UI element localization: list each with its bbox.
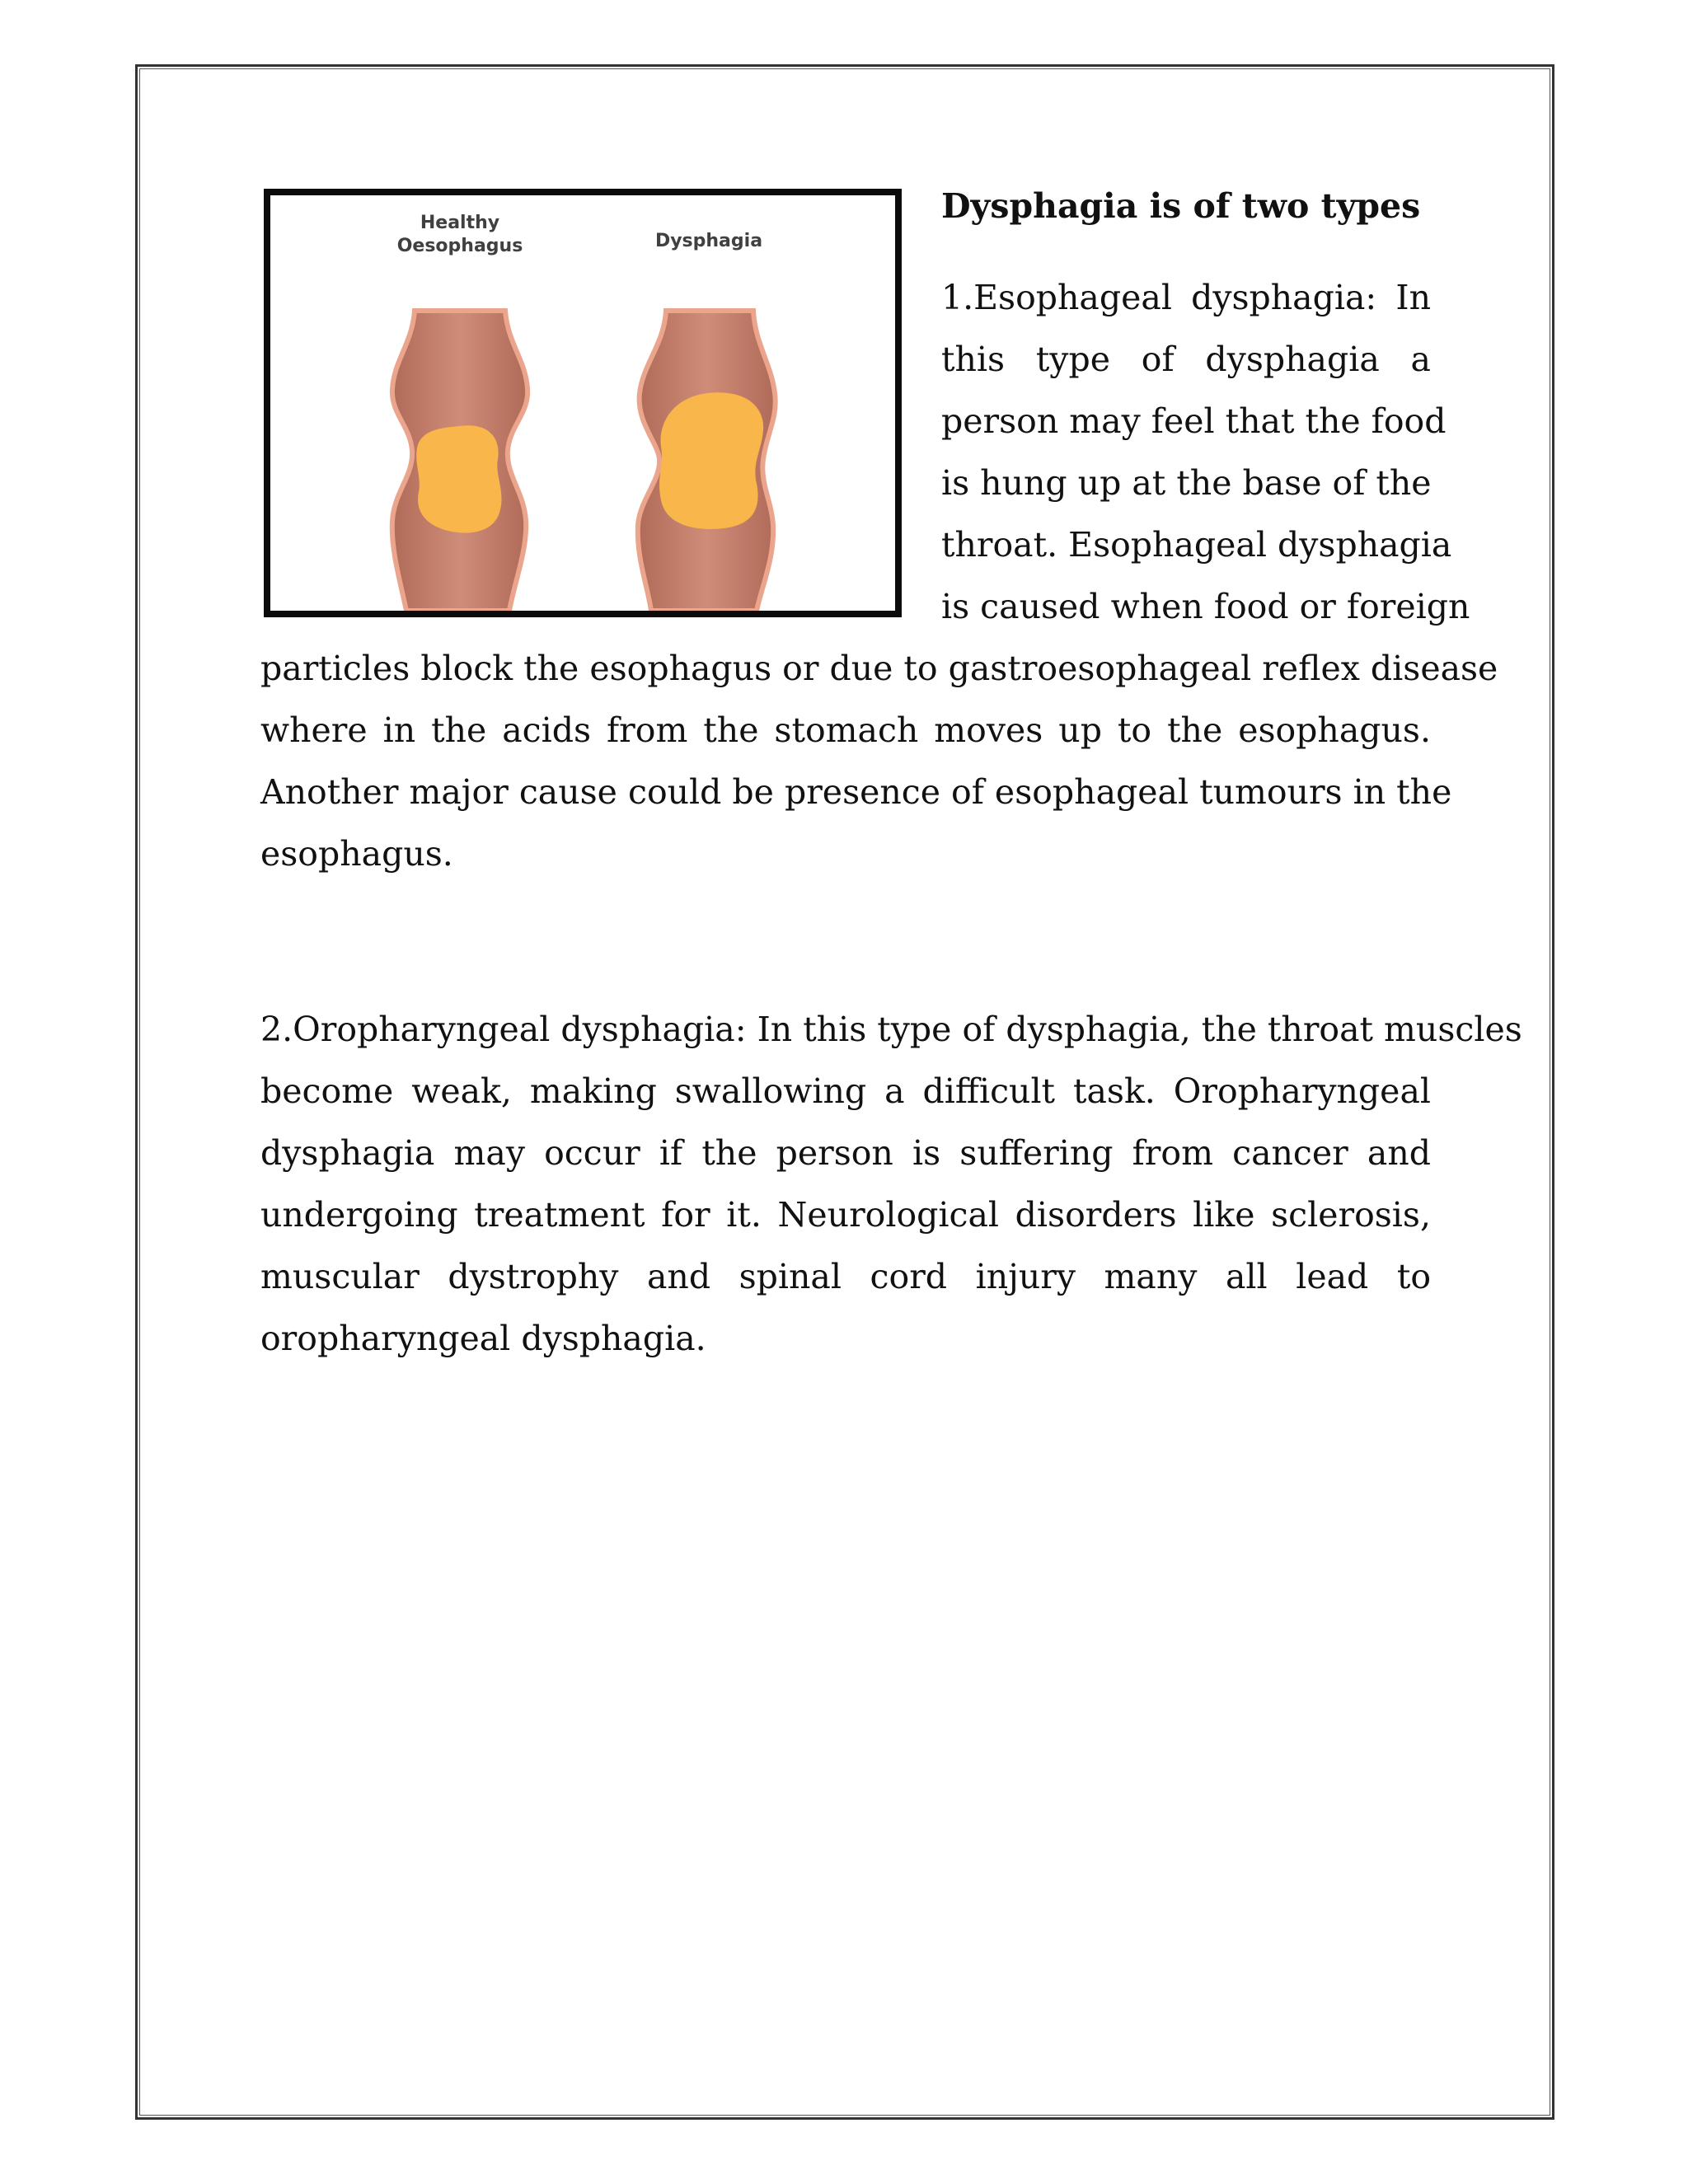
paragraph1-line-9: Another major cause could be presence of esophageal tumours in the (260, 772, 1452, 812)
healthy-food-bolus (416, 425, 501, 532)
label-healthy-line1: Healthy (420, 213, 500, 233)
label-healthy-line2: Oesophagus (396, 236, 523, 256)
paragraph-esophageal-wrapped (941, 267, 1470, 638)
paragraph2-line-5: muscular dystrophy and spinal cord injury many all lead to (260, 1257, 1431, 1296)
paragraph1-line-4: is hung up at the base of the (941, 463, 1432, 503)
paragraph-esophageal-continued (260, 638, 1498, 885)
paragraph1-line-2: this type of dysphagia a (941, 340, 1431, 379)
paragraph2-line-4: undergoing treatment for it. Neurological disorders like sclerosis, (260, 1195, 1431, 1235)
paragraph1-line-1 (941, 267, 1431, 329)
paragraph1-line-1-text: 1.Esophageal dysphagia: In (941, 278, 1431, 317)
paragraph1-line-8: where in the acids from the stomach moves up to the esophagus. (260, 710, 1431, 750)
paragraph1-line-6: is caused when food or foreign (941, 587, 1470, 626)
paragraph2-line-3: dysphagia may occur if the person is suffering from cancer and (260, 1133, 1431, 1173)
paragraph1-line-5: throat. Esophageal dysphagia (941, 525, 1452, 565)
paragraph2-line-2: become weak, making swallowing a difficult task. Oropharyngeal (260, 1071, 1431, 1111)
paragraph1-line-7: particles block the esophagus or due to gastroesophageal reflex disease (260, 649, 1498, 688)
section-heading: Dysphagia is of two types (941, 186, 1421, 226)
paragraph-oropharyngeal (260, 999, 1522, 1370)
oesophagus-illustration (264, 189, 902, 617)
dysphagia-food-bolus (659, 392, 763, 529)
paragraph1-line-3: person may feel that the food (941, 401, 1447, 441)
paragraph1-line-10: esophagus. (260, 834, 453, 874)
paragraph2-line-1: 2.Oropharyngeal dysphagia: In this type of dysphagia, the throat muscles (260, 1010, 1522, 1049)
oesophagus-diagram (270, 195, 895, 611)
label-dysphagia: Dysphagia (654, 231, 763, 251)
paragraph2-line-6: oropharyngeal dysphagia. (260, 1319, 706, 1358)
